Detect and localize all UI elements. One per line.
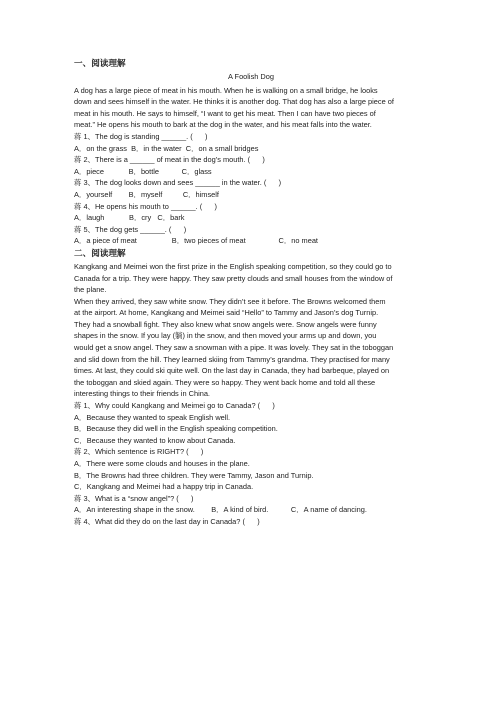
passage-line: times. At last, they could ski quite well. On the last day in Canada, they had barbeque, played on [74,366,390,376]
passage-line: They had a snowball fight. They also knew what snow angels were. Snow angels were funny [74,319,377,329]
passage-line: When they arrived, they saw white snow. They didn’t see it before. The Browns welcomed them [74,296,386,306]
question-1: 蒋 1、Why could Kangkang and Meimei go to Canada? ( ) [74,401,275,411]
passage-2 [74,261,428,400]
story-title: A Foolish Dog [227,72,274,81]
question-2-options: A．piece B．bottle C．glass [74,166,212,176]
passage-line: interesting things to their friends in China. [74,389,210,399]
question-2: 蒋 2、There is a ______ of meat in the dog’s mouth. ( ) [74,155,265,165]
question-4: 蒋 4、What did they do on the last day in Canada? ( ) [74,516,260,526]
passage-line: and slid down from the hill. They learned skiing from Tammy’s grandma. They practised for many [74,354,390,364]
question-2: 蒋 2、Which sentence is RIGHT? ( ) [74,447,204,457]
option: A．An interesting shape in the snow. B．A kind of bird. C．A name of dancing. [74,505,367,515]
question-4: 蒋 4、He opens his mouth to ______. ( ) [74,201,217,211]
question-1-options: A．on the grass B．in the water C．on a small bridges [74,143,259,153]
question-5-options: A．a piece of meat B．two pieces of meat C．no meat [74,236,318,246]
passage-line: A dog has a large piece of meat in his mouth. When he is walking on a small bridge, he looks [74,85,378,95]
question-1: 蒋 1、The dog is standing ______. ( ) [74,131,208,141]
passage-line: the plane. [74,285,107,295]
option: C．Because they wanted to know about Canada. [74,435,236,445]
question-3: 蒋 3、The dog looks down and sees ______ in the water. ( ) [74,178,282,188]
question-5: 蒋 5、The dog gets ______. ( ) [74,224,187,234]
passage-line: meat.” He opens his mouth to bark at the dog in the water, and his meat falls into the water. [74,120,372,130]
section-1-heading: 一、阅读理解 [74,59,126,69]
option: A．There were some clouds and houses in the plane. [74,459,250,468]
passage-line: shapes in the snow. If you lay (躺) in the snow, and then moved your arms up and down, you [74,331,377,341]
passage-line: the toboggan and skied again. They were so happy. They went back home and told all these [74,377,376,387]
option: A．Because they wanted to speak English well. [74,412,231,422]
document-page [74,58,428,528]
option: B．The Browns had three children. They were Tammy, Jason and Turnip. [74,470,314,480]
question-3: 蒋 3、What is a “snow angel”? ( ) [74,493,194,503]
passage-line: down and sees himself in the water. He thinks it is another dog. That dog has also a large piece of [74,97,394,107]
passage-line: at the airport. At home, Kangkang and Meimei said “Hello” to Tammy and Jason’s dog Turnip. [74,308,379,318]
section-1-questions [74,131,428,247]
question-4-options: A．laugh B．cry C．bark [74,213,185,223]
section-2-heading: 二、阅读理解 [74,248,126,259]
passage-line: would get a snow angel. They saw a snowman with a pipe. It was lovely. They sat in the toboggan [74,343,394,353]
passage-line: meat in his mouth. He says to himself, “I want to get his meat. Then I can have two pieces of [74,108,376,118]
option: C．Kangkang and Meimei had a happy trip in Canada. [74,482,254,492]
question-3-options: A．yourself B．myself C．himself [74,189,219,199]
passage-line: Canada for a trip. They were happy. They saw pretty clouds and small houses from the window of [74,273,393,283]
passage-line: Kangkang and Meimei won the first prize in the English speaking competition, so they could go to [74,261,392,271]
section-2-questions [74,400,428,528]
option: B．Because they did well in the English speaking competition. [74,424,278,434]
passage-1 [74,85,428,131]
